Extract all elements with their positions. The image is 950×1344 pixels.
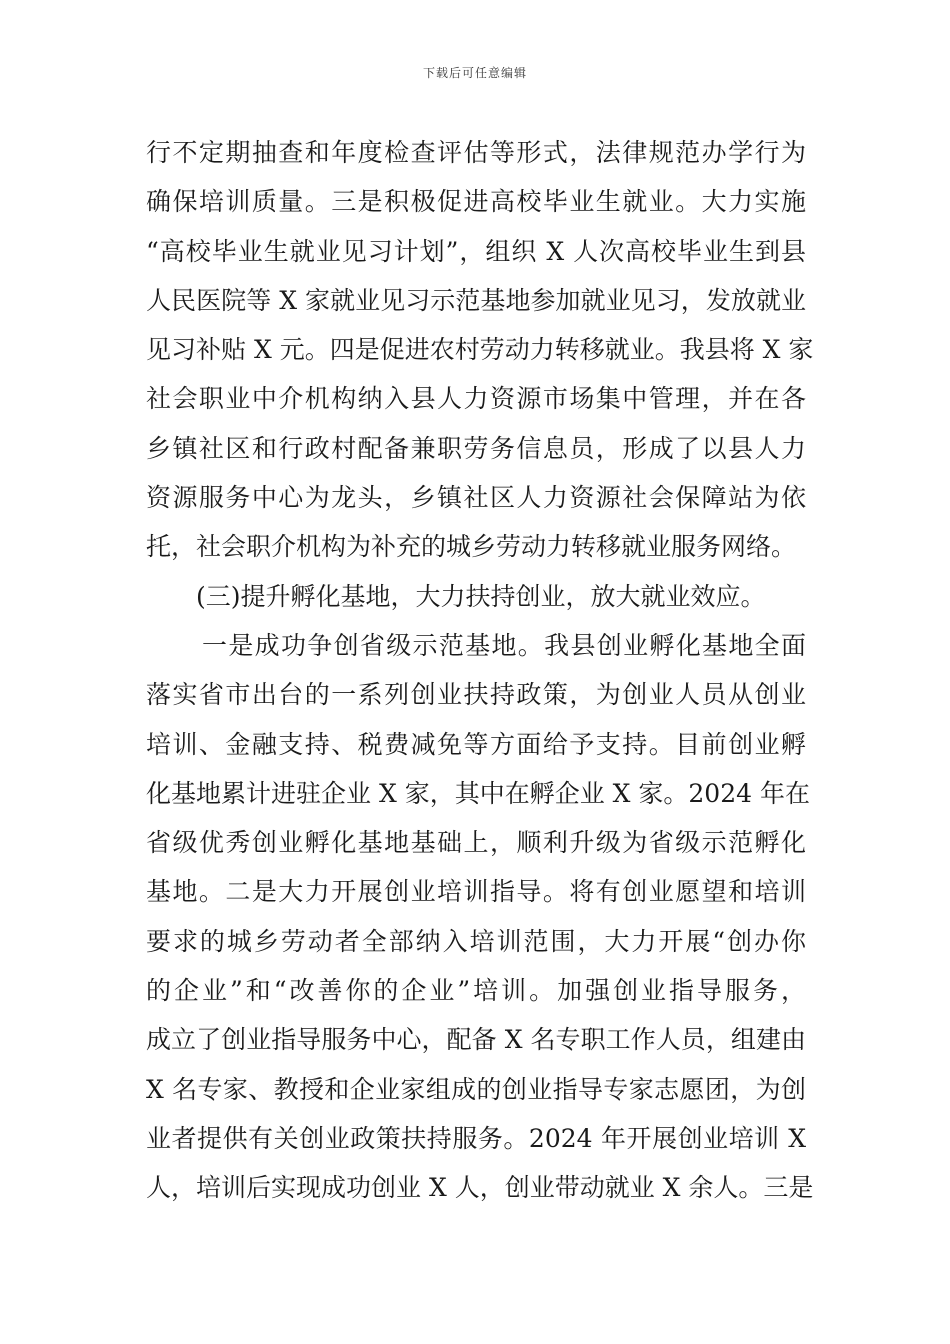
text-line: 培训、金融支持、税费减免等方面给予支持。目前创业孵 (146, 729, 806, 759)
page-header: 下载后可任意编辑 (422, 66, 527, 80)
text-line: 省级优秀创业孵化基地基础上，顺利升级为省级示范孵化 (146, 828, 806, 858)
paragraph-first-line: 一是成功争创省级示范基地。我县创业孵化基地全面 (202, 630, 806, 660)
text-line: 成立了创业指导服务中心，配备 X 名专职工作人员，组建由 (146, 1025, 806, 1055)
text-line: 托，社会职介机构为补充的城乡劳动力转移就业服务网络。 (146, 532, 797, 562)
document-body (146, 128, 814, 1213)
text-line: 确保培训质量。三是积极促进高校毕业生就业。大力实施 (146, 187, 806, 217)
section-heading: (三)提升孵化基地，大力扶持创业，放大就业效应。 (196, 581, 766, 611)
text-line: 行不定期抽查和年度检查评估等形式，法律规范办学行为 (146, 138, 806, 167)
text-line: 人，培训后实现成功创业 X 人，创业带动就业 X 余人。三是 (146, 1173, 814, 1203)
text-line: X 名专家、教授和企业家组成的创业指导专家志愿团，为创 (146, 1074, 806, 1104)
text-line: 化基地累计进驻企业 X 家，其中在孵企业 X 家。2024 年在 (146, 778, 810, 808)
text-line: 社会职业中介机构纳入县人力资源市场集中管理，并在各 (146, 384, 806, 414)
text-line: 乡镇社区和行政村配备兼职劳务信息员，形成了以县人力 (146, 433, 806, 463)
text-line: 见习补贴 X 元。四是促进农村劳动力转移就业。我县将 X 家 (146, 335, 814, 365)
text-line: 业者提供有关创业政策扶持服务。2024 年开展创业培训 X (146, 1123, 806, 1153)
text-line: 要求的城乡劳动者全部纳入培训范围，大力开展“创办你 (146, 926, 806, 956)
text-line: “高校毕业生就业见习计划”，组织 X 人次高校毕业生到县 (146, 236, 806, 266)
text-line: 落实省市出台的一系列创业扶持政策，为创业人员从创业 (146, 680, 806, 710)
text-line: 基地。二是大力开展创业培训指导。将有创业愿望和培训 (146, 877, 806, 907)
text-line: 人民医院等 X 家就业见习示范基地参加就业见习，发放就业 (146, 285, 806, 315)
text-line: 的企业”和“改善你的企业”培训。加强创业指导服务， (146, 976, 806, 1006)
text-line: 资源服务中心为龙头，乡镇社区人力资源社会保障站为依 (146, 483, 806, 513)
